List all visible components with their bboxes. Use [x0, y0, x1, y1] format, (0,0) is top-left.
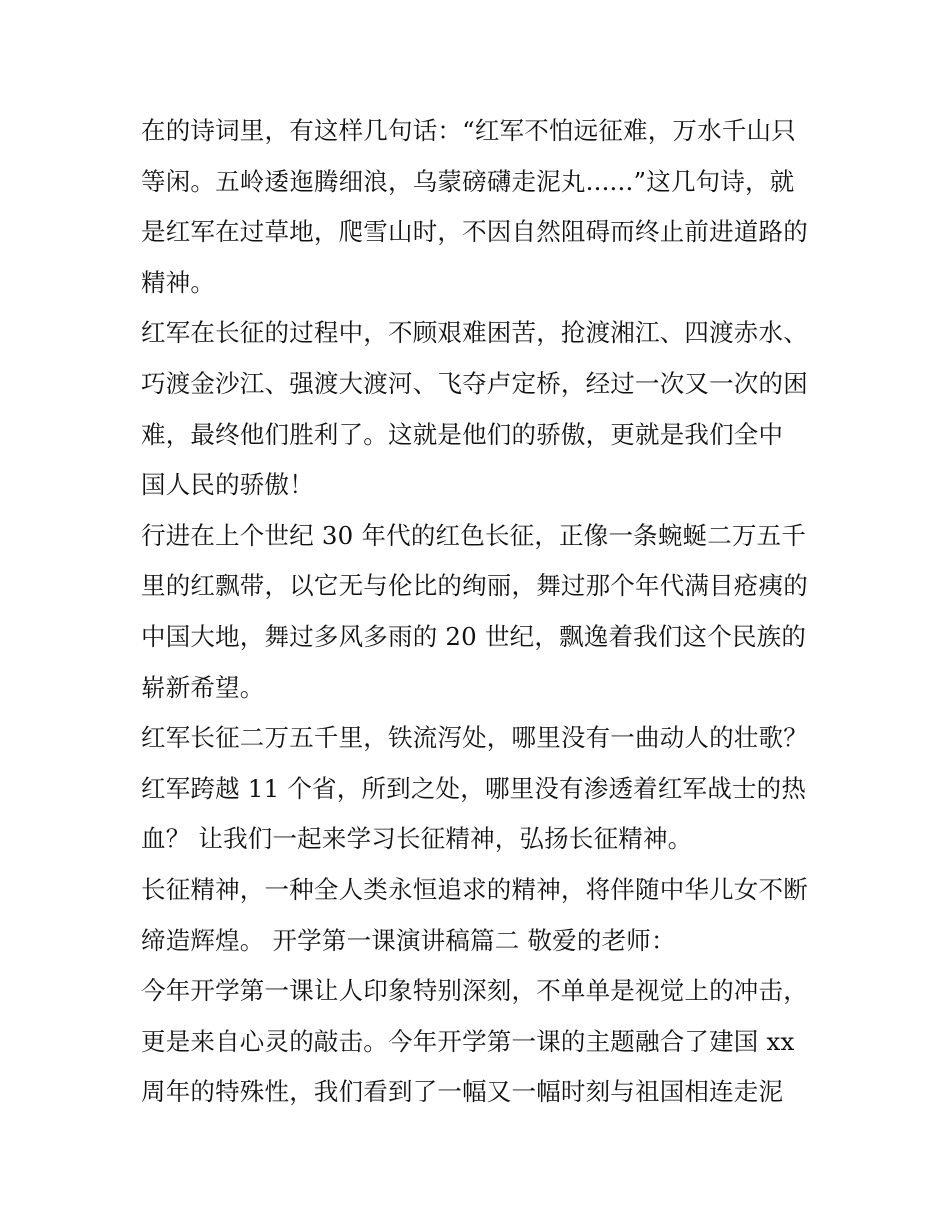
text-line: 红军长征二万五千里，铁流泻处，哪里没有一曲动人的壮歌？: [141, 723, 808, 753]
text-line: 行进在上个世纪 30 年代的红色长征，正像一条蜿蜒二万五千: [141, 520, 807, 550]
document-body: [141, 106, 821, 1118]
text-line: 红军跨越 11 个省，所到之处，哪里没有渗透着红军战士的热: [141, 773, 807, 803]
text-line: 在的诗词里，有这样几句话：“红军不怕远征难，万水千山只: [141, 116, 796, 145]
text-line: 今年开学第一课让人印象特别深刻，不单单是视觉上的冲击，: [141, 976, 808, 1006]
text-line: 巧渡金沙江、强渡大渡河、飞夺卢定桥，经过一次又一次的困: [141, 368, 808, 398]
text-line: 等闲。五岭逶迤腾细浪，乌蒙磅礴走泥丸......”这几句诗，就: [141, 166, 795, 196]
text-line: 缔造辉煌。 开学第一课演讲稿篇二 敬爱的老师：: [141, 925, 676, 955]
text-line: 更是来自心灵的敲击。今年开学第一课的主题融合了建国 xx: [141, 1026, 795, 1056]
text-line: 长征精神，一种全人类永恒追求的精神，将伴随中华儿女不断: [141, 874, 808, 904]
text-line: 红军在长征的过程中，不顾艰难困苦，抢渡湘江、四渡赤水、: [141, 318, 808, 348]
text-line: 是红军在过草地，爬雪山时，不因自然阻碍而终止前进道路的: [141, 217, 808, 247]
text-line: 精神。: [141, 267, 216, 297]
text-line: 血？ 让我们一起来学习长征精神，弘扬长征精神。: [141, 824, 693, 854]
text-line: 难，最终他们胜利了。这就是他们的骄傲，更就是我们全中: [141, 419, 784, 449]
text-line: 崭新希望。: [141, 672, 265, 702]
text-line: 周年的特殊性，我们看到了一幅又一幅时刻与祖国相连走泥: [141, 1077, 784, 1107]
text-line: 国人民的骄傲！: [141, 470, 314, 500]
text-line: 里的红飘带，以它无与伦比的绚丽，舞过那个年代满目疮痍的: [141, 571, 808, 601]
text-line: 中国大地，舞过多风多雨的 20 世纪，飘逸着我们这个民族的: [141, 621, 807, 651]
